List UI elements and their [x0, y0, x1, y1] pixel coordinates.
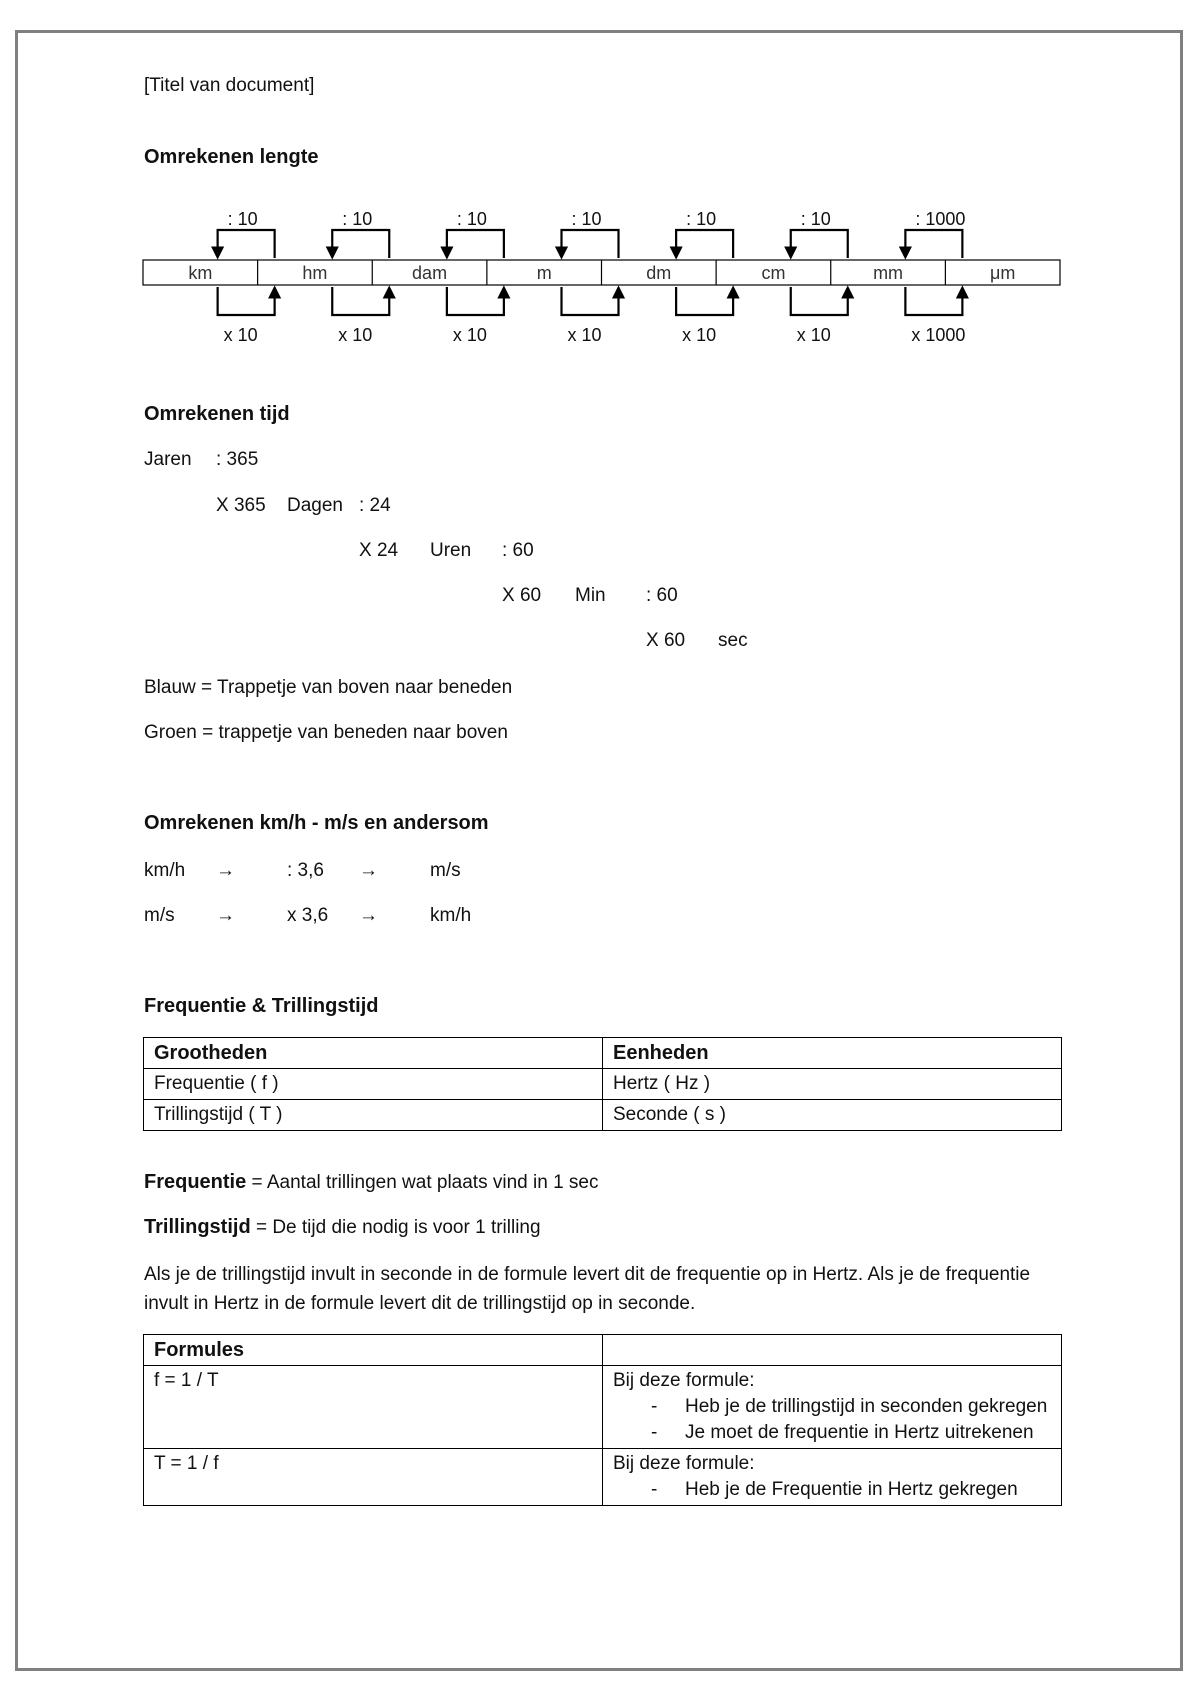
definition-trillingstijd: [144, 1216, 541, 1239]
table-header-row: [144, 1335, 1062, 1366]
speed-heading: Omrekenen km/h - m/s en andersom: [144, 812, 489, 834]
table-row: [144, 1069, 1062, 1100]
document-title: [Titel van document]: [144, 75, 315, 96]
speed-arrow-2a: →: [216, 905, 235, 926]
multiply-arrow: [447, 287, 504, 315]
legend-blue: Blauw = Trappetje van boven naar beneden: [144, 677, 513, 698]
explanation-intro: Bij deze formule:: [613, 1370, 755, 1391]
time-unit-sec: sec: [718, 630, 748, 651]
divide-arrow: [332, 230, 389, 258]
speed-arrow-1b: →: [359, 860, 378, 881]
table-header-cell: Formules: [144, 1335, 603, 1366]
list-item-text: Heb je de trillingstijd in seconden gekregen: [685, 1396, 1048, 1417]
speed-op-mul: x 3,6: [287, 905, 329, 926]
length-heading: Omrekenen lengte: [144, 146, 319, 168]
unit-label: dam: [412, 263, 448, 283]
unit-label: km: [188, 263, 213, 283]
time-heading: Omrekenen tijd: [144, 403, 290, 425]
unit-label: m: [536, 263, 552, 283]
table-cell: Trillingstijd ( T ): [144, 1100, 603, 1131]
unit-label: mm: [873, 263, 904, 283]
multiply-arrow: [791, 287, 848, 315]
divide-arrow: [218, 230, 275, 258]
table-header-cell: Grootheden: [144, 1038, 603, 1069]
multiply-arrow: [676, 287, 733, 315]
legend-green: Groen = trappetje van beneden naar boven: [144, 722, 508, 743]
speed-from-kmh: km/h: [144, 860, 186, 881]
speed-arrow-1a: →: [216, 860, 235, 881]
definition-text: = Aantal trillingen wat plaats vind in 1 sec: [246, 1172, 599, 1193]
unit-label: dm: [646, 263, 672, 283]
formulas-table: [143, 1334, 1062, 1506]
time-unit-jaren: Jaren: [144, 449, 192, 470]
multiply-label: x 10: [567, 325, 602, 345]
divide-arrow: [905, 230, 962, 258]
list-item: [613, 1394, 1051, 1420]
list-bullet: -: [651, 1479, 658, 1500]
time-mul-60-a: X 60: [502, 585, 542, 606]
definition-text: = De tijd die nodig is voor 1 trilling: [250, 1217, 541, 1238]
time-unit-uren: Uren: [430, 540, 472, 561]
multiply-arrow: [218, 287, 275, 315]
length-conversion-diagram: [0, 200, 1200, 360]
divide-arrow: [791, 230, 848, 258]
time-div-60-a: : 60: [502, 540, 534, 561]
table-header-cell: Eenheden: [603, 1038, 1062, 1069]
divide-label: : 10: [571, 209, 602, 229]
unit-label: hm: [302, 263, 328, 283]
divide-arrow: [562, 230, 619, 258]
definition-term: Frequentie: [144, 1171, 247, 1193]
unit-label: cm: [761, 263, 786, 283]
divide-label: : 10: [686, 209, 717, 229]
table-cell: Hertz ( Hz ): [603, 1069, 1062, 1100]
time-mul-24: X 24: [359, 540, 399, 561]
list-item-text: Heb je de Frequentie in Hertz gekregen: [685, 1479, 1018, 1500]
speed-to-kmh: km/h: [430, 905, 472, 926]
formula-cell: T = 1 / f: [144, 1449, 603, 1506]
divide-arrow: [447, 230, 504, 258]
time-unit-min: Min: [575, 585, 606, 606]
multiply-arrow: [905, 287, 962, 315]
table-row: [144, 1449, 1062, 1506]
explanation-cell: [603, 1449, 1062, 1506]
freq-heading: Frequentie & Trillingstijd: [144, 995, 379, 1017]
speed-arrow-2b: →: [359, 905, 378, 926]
explanation-paragraph: Als je de trillingstijd invult in seconde in de formule levert dit de frequentie op in Hertz. Als je de frequentie invult in Hertz in de formule levert dit de trillingstijd op in seconde.: [144, 1264, 1031, 1314]
table-header-row: [144, 1038, 1062, 1069]
list-item: [613, 1420, 1051, 1446]
table-cell: Seconde ( s ): [603, 1100, 1062, 1131]
definition-frequentie: [144, 1171, 598, 1194]
multiply-label: x 10: [223, 325, 258, 345]
time-div-365: : 365: [216, 449, 259, 470]
table-header-cell: [603, 1335, 1062, 1366]
time-div-24: : 24: [359, 495, 391, 516]
explanation-cell: [603, 1366, 1062, 1449]
multiply-arrow: [562, 287, 619, 315]
divide-label: : 10: [456, 209, 487, 229]
definition-term: Trillingstijd: [144, 1216, 251, 1238]
table-cell: Frequentie ( f ): [144, 1069, 603, 1100]
speed-op-div: : 3,6: [287, 860, 324, 881]
unit-label: μm: [990, 263, 1016, 283]
table-row: [144, 1366, 1062, 1449]
time-unit-dagen: Dagen: [287, 495, 343, 516]
multiply-label: x 10: [338, 325, 373, 345]
list-item: [613, 1477, 1051, 1503]
formula-cell: f = 1 / T: [144, 1366, 603, 1449]
quantities-table: [143, 1037, 1062, 1131]
multiply-arrow: [332, 287, 389, 315]
time-mul-60-b: X 60: [646, 630, 686, 651]
multiply-label: x 10: [452, 325, 487, 345]
divide-label: : 10: [342, 209, 373, 229]
time-mul-365: X 365: [216, 495, 266, 516]
divide-label: : 1000: [915, 209, 966, 229]
list-item-text: Je moet de frequentie in Hertz uitrekenen: [685, 1422, 1034, 1443]
speed-to-ms: m/s: [430, 860, 461, 881]
multiply-label: x 10: [682, 325, 717, 345]
divide-label: : 10: [227, 209, 258, 229]
divide-arrow: [676, 230, 733, 258]
divide-label: : 10: [800, 209, 831, 229]
multiply-label: x 1000: [911, 325, 966, 345]
multiply-label: x 10: [796, 325, 831, 345]
time-div-60-b: : 60: [646, 585, 678, 606]
table-row: [144, 1100, 1062, 1131]
list-bullet: -: [651, 1422, 658, 1443]
speed-from-ms: m/s: [144, 905, 175, 926]
list-bullet: -: [651, 1396, 658, 1417]
explanation-intro: Bij deze formule:: [613, 1453, 755, 1474]
